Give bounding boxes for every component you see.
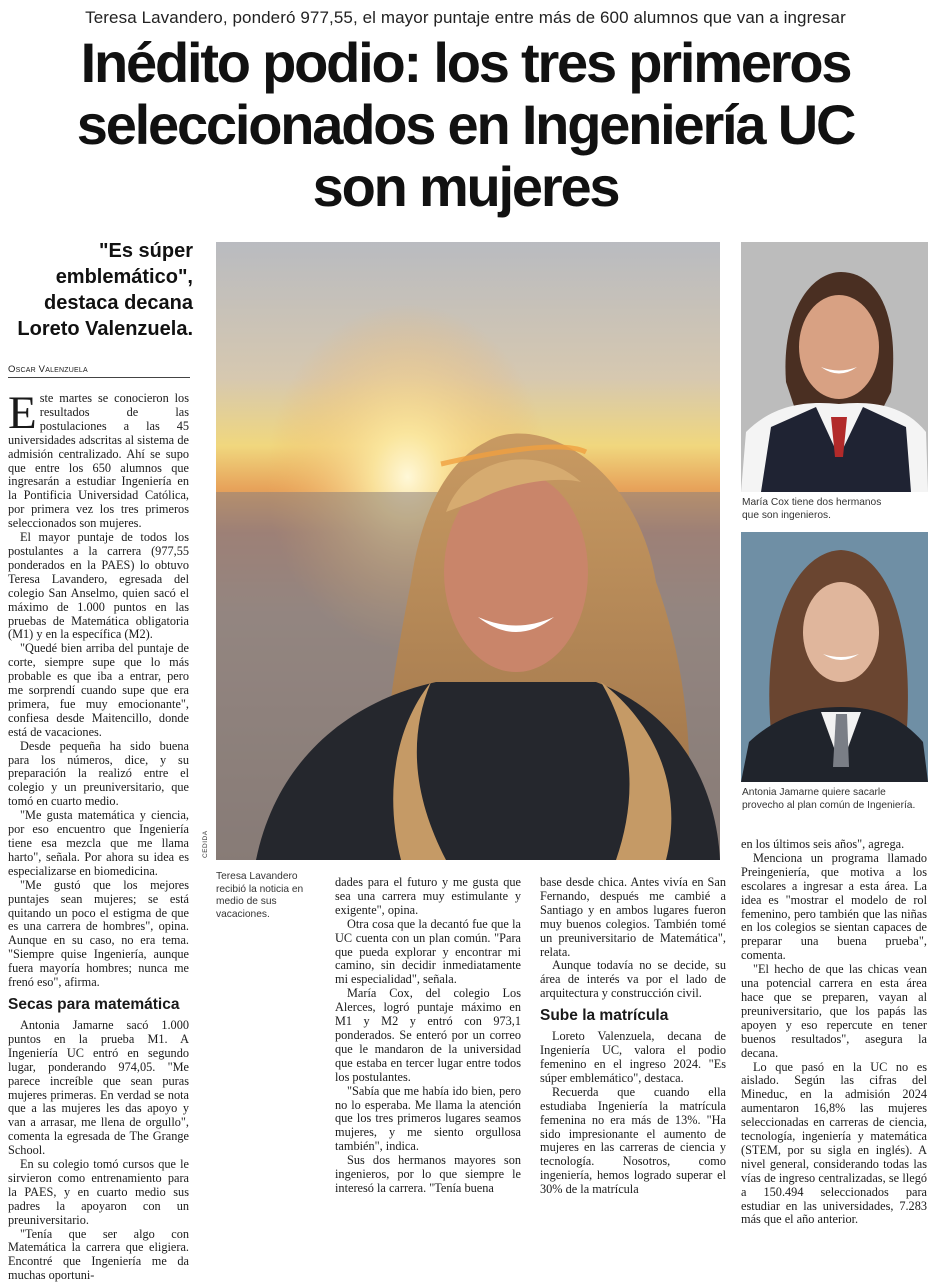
body-paragraph: dades para el futuro y me gusta que sea una carrera muy estimulante y exigente", opina. [335,875,521,917]
byline: Oscar Valenzuela [8,364,190,378]
headline-line-2: seleccionados en Ingeniería UC [76,93,855,156]
body-paragraph: El mayor puntaje de todos los postulantes a la carrera (977,55 ponderados en la PAES) lo obtuvo Teresa Lavandero, egresada del colegio San Anselmo, quien sacó el máximo de 1.000 puntos en las pruebas de Matemática obligatoria (M1) y en la específica (M2). [8,530,189,642]
headline [20,32,911,218]
body-paragraph: Lo que pasó en la UC no es aislado. Según las cifras del Mineduc, en la admisión 2024 aumentaron 16,8% las mujeres seleccionadas en carreras de ciencia, tecnología, ingeniería y matemática (STEM, por su sigla en inglés). A nivel general, considerando todas las vías de ingreso centralizadas, se llegó a 150.494 seleccionados para estudiar en las universidades, 7.283 más que el año anterior. [741,1059,927,1227]
body-column-1 [8,387,189,1283]
maria-caption: María Cox tiene dos hermanos que son ingenieros. [742,497,882,521]
maria-photo [741,242,928,492]
subhead-secas: Secas para matemática [8,995,180,1013]
antonia-photo-image [741,532,928,782]
body-paragraph: Antonia Jamarne sacó 1.000 puntos en la prueba M1. A Ingeniería UC entró en segundo lugar, ponderando 974,05. "Me parece increíble que sean puras mujeres primeras. En verdad se nota que a las mujeres les das apoyo y van a arrasar, me llena de orgullo", comenta la egresada de The Grange School. [8,1017,189,1158]
main-photo-caption: Teresa Lavandero recibió la noticia en medio de sus vacaciones. [216,871,304,920]
body-paragraph: Desde pequeña ha sido buena para los números, dice, y su preparación la realizó entre el colegio y un preuniversitario, que tomó en cuarto medio. [8,738,189,809]
photo-credit: CEDIDA [202,830,209,858]
main-photo [216,242,720,860]
body-paragraph: Otra cosa que la decantó fue que la UC cuenta con un plan común. "Para que pueda explorar y encontrar mi camino, sin decidir inmediatamente mi especialidad", señala. [335,916,521,987]
body-paragraph: "Me gusta matemática y ciencia, por eso encuentro que Ingeniería tiene esa mezcla que me llama harto", señala. Por ahora su idea es especializarse en biomedicina. [8,808,189,878]
maria-photo-image [741,242,928,492]
main-photo-image [216,242,720,860]
body-paragraph: Loreto Valenzuela, decana de Ingeniería UC, valora el podio femenino en el ingreso 2024. "Es súper emblemático", destaca. [540,1029,726,1085]
antonia-photo [741,532,928,782]
body-paragraph: "Tenía que ser algo con Matemática la carrera que eligiera. Encontré que Ingeniería me da muchas oportuni- [8,1226,189,1283]
subhead-sube: Sube la matrícula [540,1007,669,1025]
body-paragraph: "Me gustó que los mejores puntajes sean mujeres; se está quitando un poco el estigma de que es una carrera de hombres", opina. Aunque en su caso, no era tema. "Siempre quise Ingeniería, aunque fuera mayoría hombres; nunca me frenó eso", afirma. [8,877,189,990]
headline-line-1: Inédito podio: los tres primeros [80,31,851,94]
body-paragraph: base desde chica. Antes vivía en San Fernando, después me cambié a Santiago y en ambos lugares fueron muy buenos colegios. También tomé un preuniversitario de Matemática", relata. [540,875,726,959]
body-paragraph: "El hecho de que las chicas vean una potencial carrera en esta área hace que se preparen, vayan al preuniversitario, que los papás las apoyen y eso repercute en tener buenos resultados", asegura la decana. [741,962,927,1060]
body-paragraph: Menciona un programa llamado Preingeniería, que motiva a los escolares a ingresar a esta área. La idea es "mostrar el modelo de rol femenino, pero también que las niñas en los colegios se sientan capaces de preparar una buena prueba", comenta. [741,850,927,963]
body-column-2 [335,876,521,1196]
body-paragraph: Sus dos hermanos mayores son ingenieros, por lo que siempre le interesó la carrera. "Tenía buena [335,1153,521,1195]
body-paragraph: En su colegio tomó cursos que le sirvieron como entrenamiento para la PAES, y en cuarto medio sus padres la apoyaron con un preuniversitario. [8,1157,189,1227]
body-paragraph: Recuerda que cuando ella estudiaba Ingeniería la matrícula femenina no era más de 13%. "Ha sido impresionante el aumento de mujeres en las carreras de ciencia y tecnología. Nosotros, como ingeniería, hemos logrado superar el 30% de la matrícula [540,1084,726,1197]
body-paragraph: "Quedé bien arriba del puntaje de corte, siempre supe que lo más probable es que iba a entrar, pero me sorprendí cuando supe que era primera, fue muy emocionante", confiesa desde Maitencillo, donde está de vacaciones. [8,641,189,739]
body-paragraph: Aunque todavía no se decide, su área de interés va por el lado de arquitectura y construcción civil. [540,958,726,1001]
body-paragraph: Este martes se conocieron los resultados de las postulaciones a las 45 universidades adscritas al sistema de admisión centralizado. Ahí se supo que entre los 650 alumnos que ingresarán a estudiar Ingeniería en la Pontificia Universidad Católica, por primera vez los tres primeros seleccionados son mujeres. [8,387,189,531]
body-paragraph: María Cox, del colegio Los Alerces, logró puntaje máximo en M1 y M2 y entró con 973,1 ponderados. Se enteró por un correo que le mandaron de la universidad que estaba en tercer lugar entre todos los postulantes. [335,986,521,1084]
kicker: Teresa Lavandero, ponderó 977,55, el mayor puntaje entre más de 600 alumnos que van a ingresar [85,8,846,27]
body-paragraph: en los últimos seis años", agrega. [741,837,905,851]
antonia-caption: Antonia Jamarne quiere sacarle provecho al plan común de Ingeniería. [742,787,916,811]
headline-line-3: son mujeres [312,155,619,218]
body-paragraph: "Sabía que me había ido bien, pero no lo esperaba. Me llama la atención que los tres primeros lugares seamos mujeres, y me siento orgullosa también", indica. [335,1083,521,1154]
body-column-4 [741,838,927,1227]
body-column-3 [540,876,726,1197]
deck: "Es súper emblemático", destaca decana Loreto Valenzuela. [17,240,193,340]
